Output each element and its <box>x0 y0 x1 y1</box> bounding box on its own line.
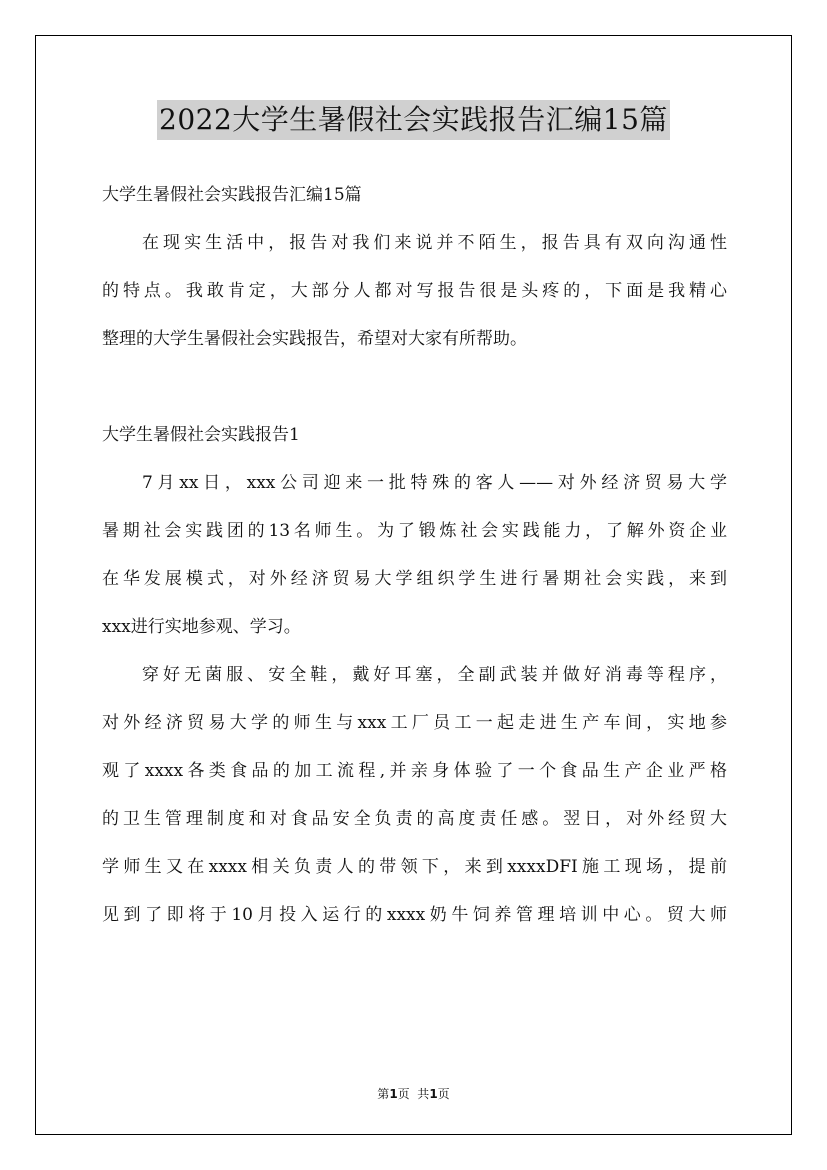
document-title: 2022大学生暑假社会实践报告汇编15篇 <box>157 100 670 140</box>
paragraph-line: 暑期社会实践团的13名师生。为了锻炼社会实践能力，了解外资企业 <box>102 521 727 541</box>
page-current: 1 <box>389 1087 398 1101</box>
paragraph-line: 对外经济贸易大学的师生与xxx工厂员工一起走进生产车间，实地参 <box>102 713 727 733</box>
page-prefix: 第 <box>377 1087 390 1101</box>
paragraph-line: xxx进行实地参观、学习。 <box>102 617 301 637</box>
paragraph-line: 见到了即将于10月投入运行的xxxx奶牛饲养管理培训中心。贸大师 <box>102 905 727 925</box>
page-footer <box>0 1085 827 1102</box>
paragraph-line: 穿好无菌服、安全鞋，戴好耳塞，全副武装并做好消毒等程序， <box>142 665 727 685</box>
intro-line: 整理的大学生暑假社会实践报告，希望对大家有所帮助。 <box>102 329 527 349</box>
intro-line: 在现实生活中，报告对我们来说并不陌生，报告具有双向沟通性 <box>142 233 727 253</box>
page-suffix: 页 <box>437 1087 450 1101</box>
title-container <box>0 100 827 140</box>
document-body <box>102 171 727 939</box>
paragraph-line: 7月xx日，xxx公司迎来一批特殊的客人——对外经济贸易大学 <box>142 473 727 493</box>
intro-line: 的特点。我敢肯定，大部分人都对写报告很是头疼的，下面是我精心 <box>102 281 727 301</box>
page-mid: 页 共 <box>397 1087 430 1101</box>
section-heading: 大学生暑假社会实践报告1 <box>102 425 300 445</box>
paragraph-line: 学师生又在xxxx相关负责人的带领下，来到xxxxDFI施工现场，提前 <box>102 857 727 877</box>
paragraph-line: 观了xxxx各类食品的加工流程,并亲身体验了一个食品生产企业严格 <box>102 761 727 781</box>
spacer <box>102 363 727 387</box>
spacer <box>102 387 727 411</box>
page-total: 1 <box>429 1087 438 1101</box>
paragraph-line: 的卫生管理制度和对食品安全负责的高度责任感。翌日，对外经贸大 <box>102 809 727 829</box>
subtitle: 大学生暑假社会实践报告汇编15篇 <box>102 185 362 205</box>
paragraph-line: 在华发展模式，对外经济贸易大学组织学生进行暑期社会实践，来到 <box>102 569 727 589</box>
